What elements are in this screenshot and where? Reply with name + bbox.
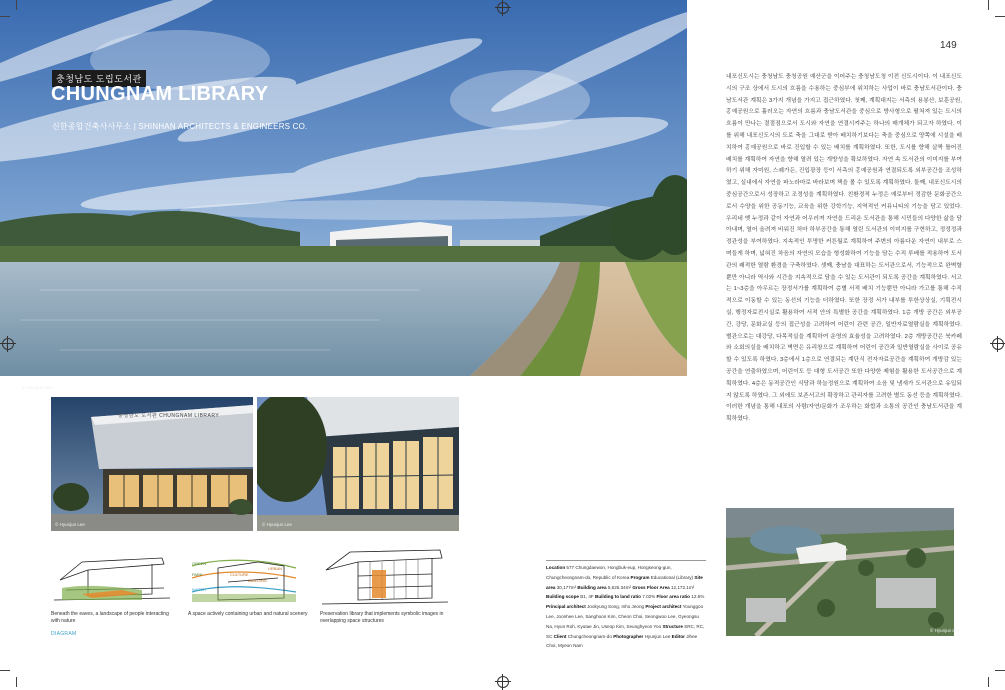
info-label: Floor area ratio — [656, 594, 692, 600]
info-value: 577 Chungdaewon, Hongbuk-eup, Hongseong-gun, Chungcheongnam-do, Republic of Korea — [546, 565, 672, 580]
info-label: Building scope — [546, 594, 581, 600]
info-label: Building to land ratio — [595, 594, 643, 600]
project-title: CHUNGNAM LIBRARY — [51, 83, 269, 105]
photo-credit-left: © Hyunjun Lee — [55, 522, 85, 527]
diagram-label-park: PARK — [192, 572, 203, 577]
info-value: Jookyung Song, Inho Jeong — [587, 604, 646, 610]
diagram-preservation — [320, 546, 450, 610]
crop-mark — [995, 670, 1005, 671]
diagram-label-building: BUILDING — [248, 578, 267, 583]
info-label: Location — [546, 565, 567, 570]
info-value: B1, 4F — [580, 594, 596, 600]
architect-firm: 신한종합건축사사무소 | SHINHAN ARCHITECTS & ENGINEERS CO. — [52, 122, 308, 131]
crop-mark — [988, 677, 989, 687]
diagram-section-label: DIAGRAM — [51, 631, 77, 637]
registration-mark-right — [992, 338, 1004, 350]
registration-mark-left — [2, 338, 14, 350]
diagram-caption-2: A space actively containing urban and natural scenery — [188, 611, 308, 617]
crop-mark — [988, 0, 989, 10]
page-number: 149 — [940, 40, 957, 51]
photo-credit-right: © Hyunjun Lee — [262, 522, 292, 527]
info-label: Photographer — [613, 633, 645, 639]
info-value: SRC, RC, SC — [546, 623, 705, 639]
diagram-caption-3: Preservation library that implements symbolic images in overlapping space structures — [320, 611, 444, 624]
crop-mark — [0, 16, 10, 17]
info-label: Project architect — [645, 604, 683, 610]
info-value: 30,177m² — [556, 584, 578, 590]
crop-mark — [995, 16, 1005, 17]
info-value: 12.8% — [691, 594, 705, 600]
crop-mark — [16, 677, 17, 687]
diagram-label-culture: CULTURE — [230, 572, 249, 577]
info-value: Educational (Library) — [650, 574, 695, 580]
info-value: 12,172.1m² — [670, 584, 695, 590]
info-value: Jihee Choi, Myeon Nam — [546, 633, 698, 649]
info-value: 5,625.34m² — [607, 584, 633, 590]
project-category-tag: 충청남도 도립도서관 — [52, 70, 146, 87]
hero-photo — [0, 0, 687, 376]
photo-facade — [257, 397, 459, 531]
info-label: Site area — [546, 574, 703, 590]
exterior-signage: 충청남도 도서관 CHUNGNAM LIBRARY — [118, 413, 220, 419]
diagram-eaves — [52, 550, 172, 608]
diagram-label-water: WATER — [192, 587, 206, 592]
info-label: Principal architect — [546, 604, 588, 610]
info-label: Program — [630, 574, 651, 580]
registration-mark-bottom — [497, 676, 509, 688]
photo-credit-aerial: © Hyunjun Lee — [930, 628, 960, 633]
crop-mark — [0, 670, 10, 671]
body-text: 내포신도시는 충청남도 충청공원 예산군을 이어주는 충청남도청 이전 신도시이다. 이 내포신도시의 구조 상에서 도시의 흐름을 수용하는 중심부에 위치하는 사업이 바로 충남도서관이다. 충남도서관 계획은 3가지 개념을 가지고 접근하였다. 첫째, 계획대지는 서측의 용봉산, 보훈공원, 홍예공원으로 흘러오는 자연의 흐름과 충남도서관을 중심으로 방사형으로 펼쳐져 있는 도시의 흐름이 만나는 결절점으로서 도시와 자연을 연결시켜주는 하나의 매개체가 되고자 하였다. 이를 위해 내포신도시의 도로 축을 그대로 받아 배치하기보다는 축을 중심으로 양쪽에 시설을 배치하여 홍예공원으로 바로 진입할 수 있는 배치를 계획하였다. 또한, 도시를 향해 살짝 틀어진 배치를 계획하여 자연을 향해 열려 있는 개방성을 확보하였다. 자연 속 도서관의 이미지를 부여하기 위해 자미원, 스퀘가든, 진입광장 등이 서측의 홍예공원과 연결되도록 외부공간을 조성하였고, 실내에서 자연을 파노라마로 바라보며 책을 볼 수 있도록 계획하였다. 둘째, 내포신도시의 중심공간으로서 성장하고 조정성을 계획하였다. 친환경적 누정은 예로부터 정감한 문화공간으로서 수양을 위한 공동기능, 교육을 위한 강학기능, 지역적인 커뮤니티의 기능을 담고 있었다. 우리네 옛 누정과 같이 자연과 어우러져 자연을 드리운 도서관을 통해 시민들의 다양한 삶을 담아내며, 열어 올려져 비워진 처마 하부공간을 통해 열린 도서관의 이미지를 구현하고, 정정정과 정관성을 부여하였다. 지속적인 투명한 커튼월로 계획하여 주변의 아름다운 자연이 내부로 스며들게 하며, 넓혀진 차음의 자연의 모습을 형성화하여 기능을 담는 수직 루베를 적용하여 도서관의 쾌적한 열람 환경을 구축하였다. 셋째, 충남을 대표하는 도서관으로서, 기능적으로 완벽할 뿐만 아니라 역사와 시간을 지속적으로 담을 수 있는 도서관이 되도록 공간을 계획하였다. 서고는 1~3층을 아우르는 장정서가를 계획하여 층별 서적 배치 기능뿐만 아니라 가고를 통해 수직적으로 이동할 수 있는 동선의 기능을 더하였다. 또한 장정 서가 내부를 투한상상실, 기획전시실, 행정자료전시실로 활용하여 서적 안의 특별한 공간을 계획하였다. 1층 개방 공간은 외부공간, 강당, 문화교실 등의 접근성을 고려하여 어린이 관련 공간, 일반자료열람실을 계획하였다. 별관으로는 대강당, 다목적실을 계획하여 운영의 효율성을 고려하였다. 2층 개방공간은 북카페와 소회의실을 배치하고 벽면은 유리창으로 계획하여 어린이 공간과 일반열람실을 사이로 공유할 수 있도록 하였다. 3층에서 1층으로 연결되는 계단식 전자자료공간을 계획하여 개방감 있는 공간을 연출하였으며, 어린이도 등 대형 도서공간 또한 다양한 제험을 활용한 도서공간으로 계획하였다. 4층은 동적공간인 식당과 하늘정원으로 계획하여 소음 및 냄새가 도서관으로 유입되지 않도록 하였다. 그 외에도 보존서고의 확장하고 관리자를 고려한 별도 동선 등을 계획하였다. 이러한 개념을 통해 내포의 사람/자연/문화가 조우하는 화합과 소통의 공간인 충남도서관을 계획하였다. — [726, 74, 962, 423]
project-info — [546, 560, 706, 651]
diagram-label-urban: URBAN — [268, 566, 283, 571]
crop-mark — [16, 0, 17, 10]
info-value: 7.02% — [642, 594, 657, 600]
info-value: Hyunjun Lee — [644, 633, 672, 639]
photo-aerial — [726, 508, 954, 636]
registration-mark-top — [497, 2, 509, 14]
info-value: Chungcheongnam-do — [567, 633, 614, 639]
info-label: Building area — [577, 584, 608, 590]
info-label: Structure — [662, 623, 685, 629]
info-label: Client — [553, 633, 568, 639]
photo-credit: © Hyunjun Lee — [22, 385, 52, 390]
diagram-label-green: GREEN — [192, 561, 207, 566]
diagram-caption-1: Beneath the eaves, a landscape of people interacting with nature — [51, 611, 169, 624]
info-label: Editor — [671, 633, 687, 639]
diagram-urban-nature — [188, 548, 300, 608]
info-value: Younggoo Lee, Joonhee Lee, Sanghoon Kim, Cheon Choi, Seongwoo Lee, Gyeongsu Na, Hyun Roh, Kyutae Jin, Useop Kim, Seunghyeon Yoo — [546, 604, 704, 629]
info-label: Gross Floor Area — [632, 584, 671, 590]
